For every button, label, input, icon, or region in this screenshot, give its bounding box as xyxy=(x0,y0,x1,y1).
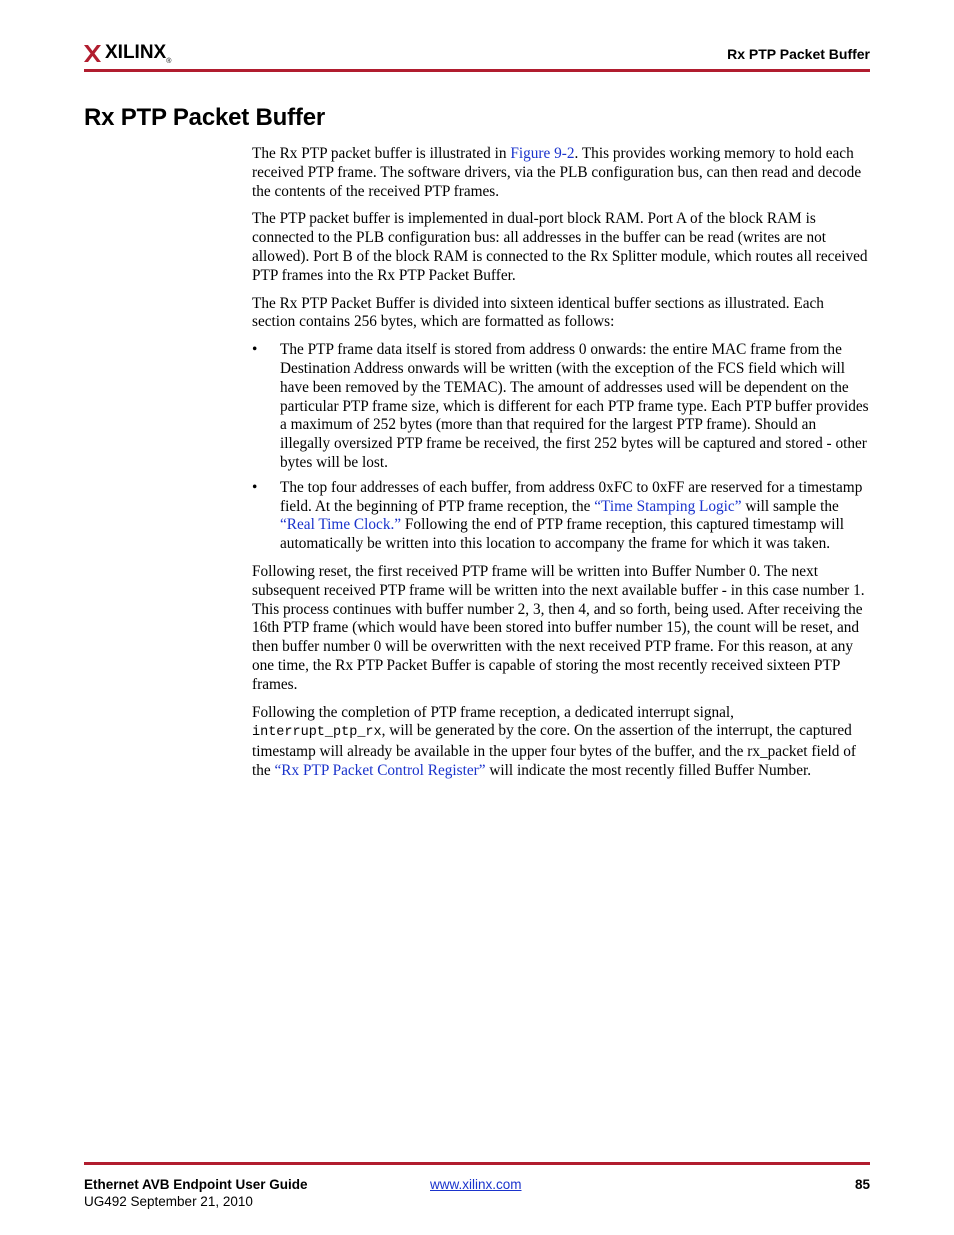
logo-registered-mark: ® xyxy=(166,57,172,65)
format-list xyxy=(252,341,870,554)
time-stamping-logic-link[interactable]: “Time Stamping Logic” xyxy=(594,497,742,515)
list-item-text-b: will sample the xyxy=(741,497,839,515)
xilinx-x-icon xyxy=(84,45,101,62)
bullet-icon: • xyxy=(252,341,258,359)
logo-wordmark: XILINX xyxy=(105,42,167,63)
list-item-text-a: The top four addresses of each buffer, from address 0xFC to 0xFF are reserved for a timestamp field. At the beginning of PTP frame reception, the xyxy=(280,478,863,515)
paragraph-1 xyxy=(252,145,870,201)
page-header xyxy=(84,40,870,72)
paragraph-5 xyxy=(252,704,870,781)
body-content xyxy=(252,145,870,790)
list-item xyxy=(252,479,870,554)
footer-doc-id: UG492 September 21, 2010 xyxy=(84,1194,253,1209)
list-item-text-c: Following the end of PTP frame reception, this captured timestamp will automatically be written into this location to accompany the frame for which it was taken. xyxy=(280,516,845,553)
real-time-clock-link[interactable]: “Real Time Clock.” xyxy=(280,516,402,534)
paragraph-5-text-c: will indicate the most recently filled Buffer Number. xyxy=(485,761,812,779)
rx-ptp-packet-control-register-link[interactable]: “Rx PTP Packet Control Register” xyxy=(274,761,486,779)
paragraph-4: Following reset, the first received PTP frame will be written into Buffer Number 0. The next subsequent received PTP frame will be written into the next available buffer - in this case number 1. This process continues with buffer number 2, 3, then 4, and so forth, being used. After receiving the 16th PTP frame (which would have been stored into buffer number 15), the count will be reset, and then buffer number 0 will be overwritten with the next received PTP frame. For this reason, at any one time, the Rx PTP Packet Buffer is capable of storing the most recently received sixteen PTP frames. xyxy=(252,562,865,693)
paragraph-5-text-a: Following the completion of PTP frame reception, a dedicated interrupt signal, xyxy=(252,703,735,721)
footer-left xyxy=(84,1176,308,1210)
list-item-text: The PTP frame data itself is stored from address 0 onwards: the entire MAC frame from the Destination Address onwards will be written (with the exception of the FCS field which will have been removed by the TEMAC). The amount of addresses used will be dependent on the particular PTP frame size, which is different for each PTP frame type. Each PTP buffer provides a maximum of 252 bytes (more than that required for the largest PTP frame). Should an illegally oversized PTP frame be received, the first 252 bytes will be captured and stored - other bytes will be lost. xyxy=(280,341,869,471)
paragraph-5-text-b: , will be generated by the core. On the assertion of the interrupt, the captured timestamp will already be available in the upper four bytes of the buffer, and the rx_packet field of the xyxy=(252,722,856,779)
footer-guide-title: Ethernet AVB Endpoint User Guide xyxy=(84,1177,308,1192)
footer-url-link[interactable]: www.xilinx.com xyxy=(430,1177,522,1192)
running-head: Rx PTP Packet Buffer xyxy=(727,46,870,62)
paragraph-1-text-a: The Rx PTP packet buffer is illustrated in xyxy=(252,145,511,162)
section-title: Rx PTP Packet Buffer xyxy=(84,104,325,131)
list-item xyxy=(252,341,870,473)
paragraph-1-text-b: . This provides working memory to hold each received PTP frame. The software drivers, via the PLB configuration bus, can then read and decode the contents of the received PTP frames. xyxy=(252,145,862,200)
footer-rule xyxy=(84,1162,870,1165)
paragraph-2: The PTP packet buffer is implemented in dual-port block RAM. Port A of the block RAM is connected to the PLB configuration bus: all addresses in the buffer can be read (writes are not allowed). Port B of the block RAM is connected to the Rx Splitter module, which routes all received PTP frames into the Rx PTP Packet Buffer. xyxy=(252,210,868,284)
header-rule xyxy=(84,69,870,72)
xilinx-logo xyxy=(84,40,171,66)
page-number: 85 xyxy=(854,1177,870,1192)
signal-name-code: interrupt_ptp_rx xyxy=(252,725,382,741)
paragraph-3: The Rx PTP Packet Buffer is divided into sixteen identical buffer sections as illustrated. Each section contains 256 bytes, which are formatted as follows: xyxy=(252,294,824,331)
figure-9-2-link[interactable]: Figure 9-2 xyxy=(510,145,575,162)
bullet-icon: • xyxy=(252,478,258,496)
